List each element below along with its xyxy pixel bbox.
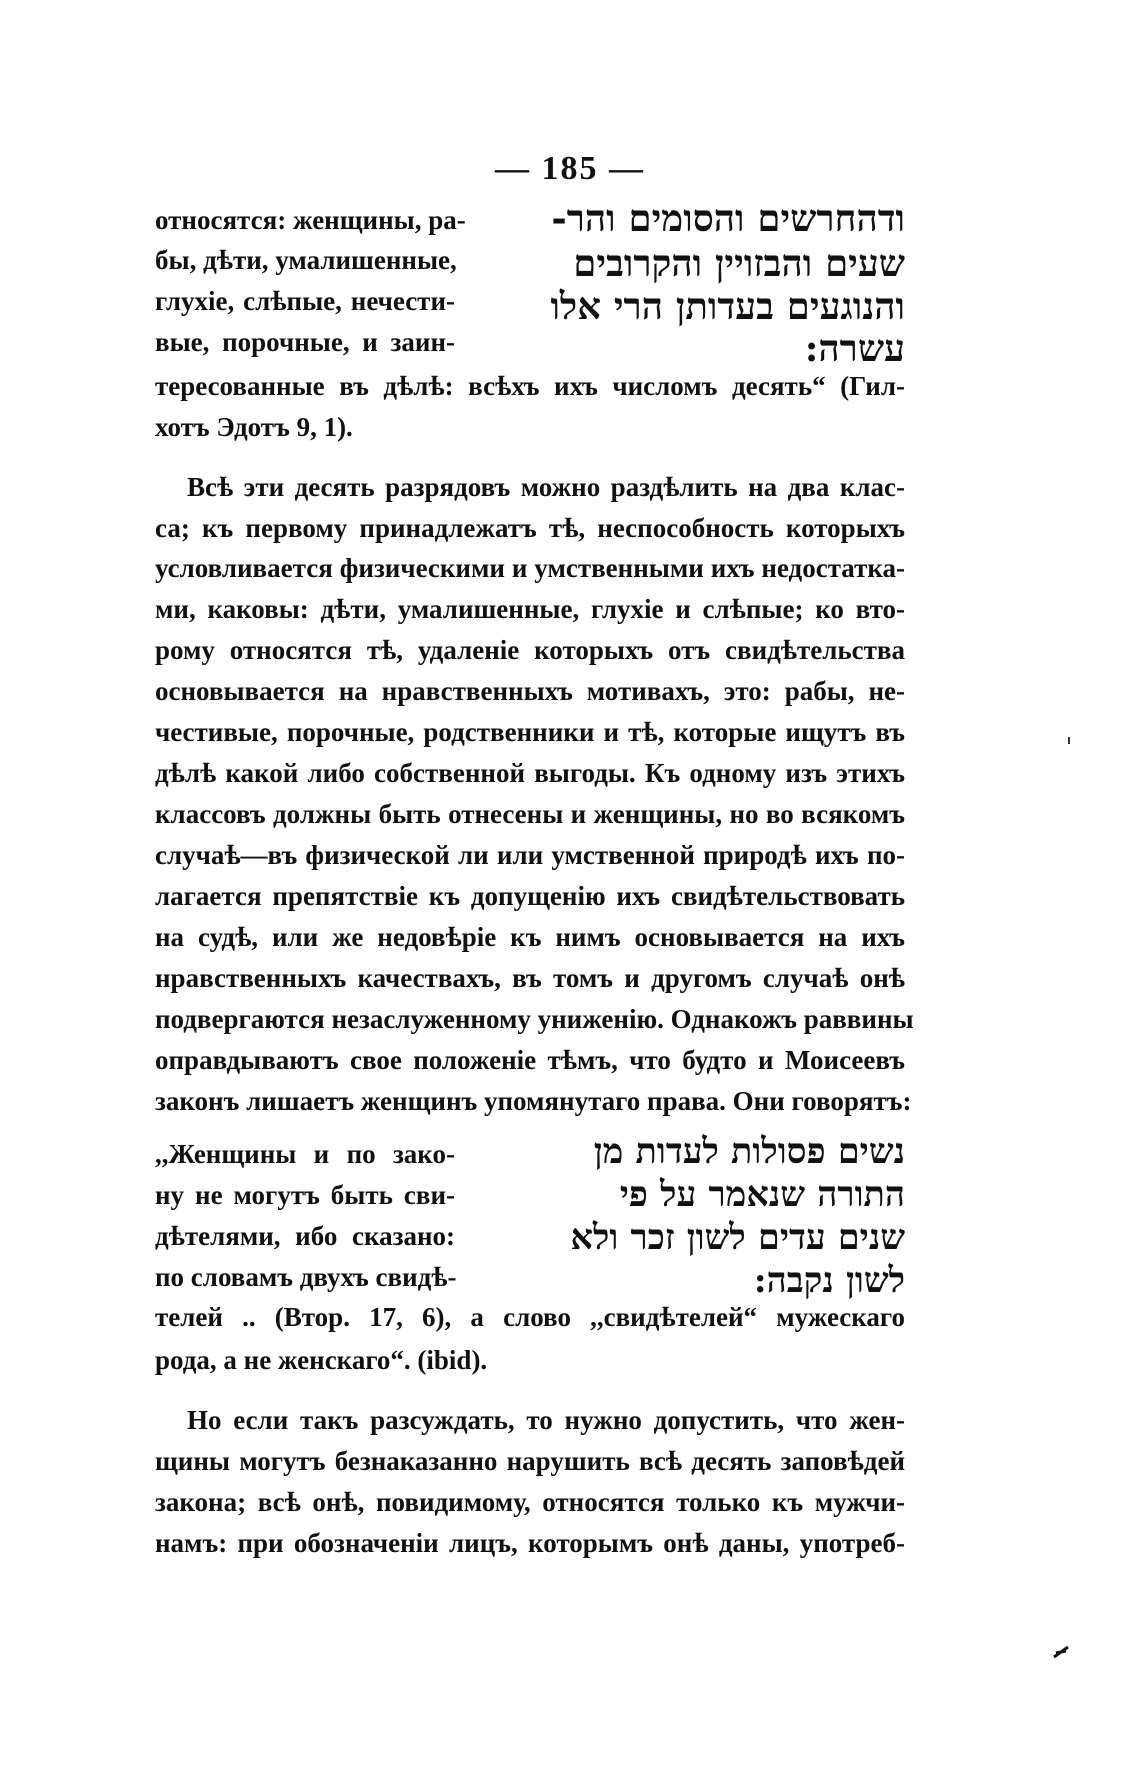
text-line: тересованные въ дѣлѣ: всѣхъ ихъ числомъ десять“ (Гил- — [155, 371, 905, 401]
text-line: рода, а не женскаго“. (ibid). — [155, 1345, 488, 1375]
text-line: на судѣ, или же недовѣріе къ нимъ основывается на ихъ — [155, 922, 905, 952]
text-line: нравственныхъ качествахъ, въ томъ и другомъ случаѣ онѣ — [155, 963, 905, 993]
stray-dot-icon — [1067, 737, 1071, 745]
text-line: случаѣ—въ физической ли или умственной природѣ ихъ по- — [155, 840, 905, 870]
rus-col-line: дѣтелями, ибо сказано: — [155, 1221, 455, 1251]
text-line: хотъ Эдотъ 9, 1). — [155, 412, 353, 442]
hebrew-line: לשון נקבה: — [753, 1260, 905, 1301]
text-line: закона; всѣ онѣ, повидимому, относятся только къ мужчи- — [155, 1487, 905, 1517]
text-line: основывается на нравственныхъ мотивахъ, это: рабы, не- — [155, 676, 905, 706]
text-line: намъ: при обозначеніи лицъ, которымъ онѣ даны, употреб- — [155, 1528, 905, 1558]
hebrew-line: התורה שנאמר על פי — [619, 1174, 905, 1215]
text-line: Всѣ эти десять разрядовъ можно раздѣлить на два клас- — [187, 472, 905, 502]
hebrew-line: עשרה: — [804, 326, 905, 370]
rus-col-line: ,,Женщины и по зако- — [155, 1139, 455, 1169]
text-line: щины могутъ безнаказанно нарушить всѣ десять заповѣдей — [155, 1446, 905, 1476]
text-line: дѣлѣ какой либо собственной выгоды. Къ одному изъ этихъ — [155, 758, 905, 788]
hebrew-line: שנים עדים לשון זכר ולא — [570, 1217, 905, 1258]
hebrew-line: נשים פסולות לעדות מן — [593, 1131, 905, 1172]
rus-col-line: по словамъ двухъ свидѣ- — [155, 1262, 457, 1292]
text-line: законъ лишаетъ женщинъ упомянутаго права. Они говорятъ: — [155, 1086, 912, 1116]
text-line: Но если такъ разсуждать, то нужно допустить, что жен- — [187, 1405, 905, 1435]
hebrew-line: שעים והבזויין והקרובים — [573, 241, 905, 285]
rus-col-line: относятся: женщины, ра- — [155, 205, 466, 235]
page-number: — 185 — — [495, 150, 645, 187]
text-line: условливается физическими и умственными ихъ недостатка- — [155, 553, 905, 583]
text-line: рому относятся тѣ, удаленіе которыхъ отъ свидѣтельства — [155, 635, 905, 665]
text-line: са; къ первому принадлежатъ тѣ, неспособность которыхъ — [155, 513, 905, 543]
hebrew-line: ודהחרשים והסומים והר- — [551, 196, 905, 240]
text-line: лагается препятствіе къ допущенію ихъ свидѣтельствовать — [155, 881, 905, 911]
hebrew-line: והנוגעים בעדותן הרי אלו — [550, 284, 905, 328]
text-line: телей .. (Втор. 17, 6), а слово ,,свидѣтелей“ мужескаго — [155, 1302, 905, 1332]
text-line: подвергаются незаслуженному униженію. Однакожъ раввины — [155, 1004, 914, 1034]
text-line: ми, каковы: дѣти, умалишенные, глухіе и слѣпые; ко вто- — [155, 594, 905, 624]
text-line: классовъ должны быть отнесены и женщины, но во всякомъ — [155, 799, 905, 829]
rus-col-line: глухіе, слѣпые, нечести- — [155, 286, 455, 316]
text-line: оправдываютъ свое положеніе тѣмъ, что будто и Моисеевъ — [155, 1045, 905, 1075]
text-line: честивые, порочные, родственники и тѣ, которые ищутъ въ — [155, 717, 905, 747]
rus-col-line: бы, дѣти, умалишенные, — [155, 245, 457, 275]
rus-col-line: ну не могутъ быть сви- — [155, 1180, 455, 1210]
stray-ink-mark-icon — [1052, 1645, 1070, 1659]
rus-col-line: вые, порочные, и заин- — [155, 327, 455, 357]
